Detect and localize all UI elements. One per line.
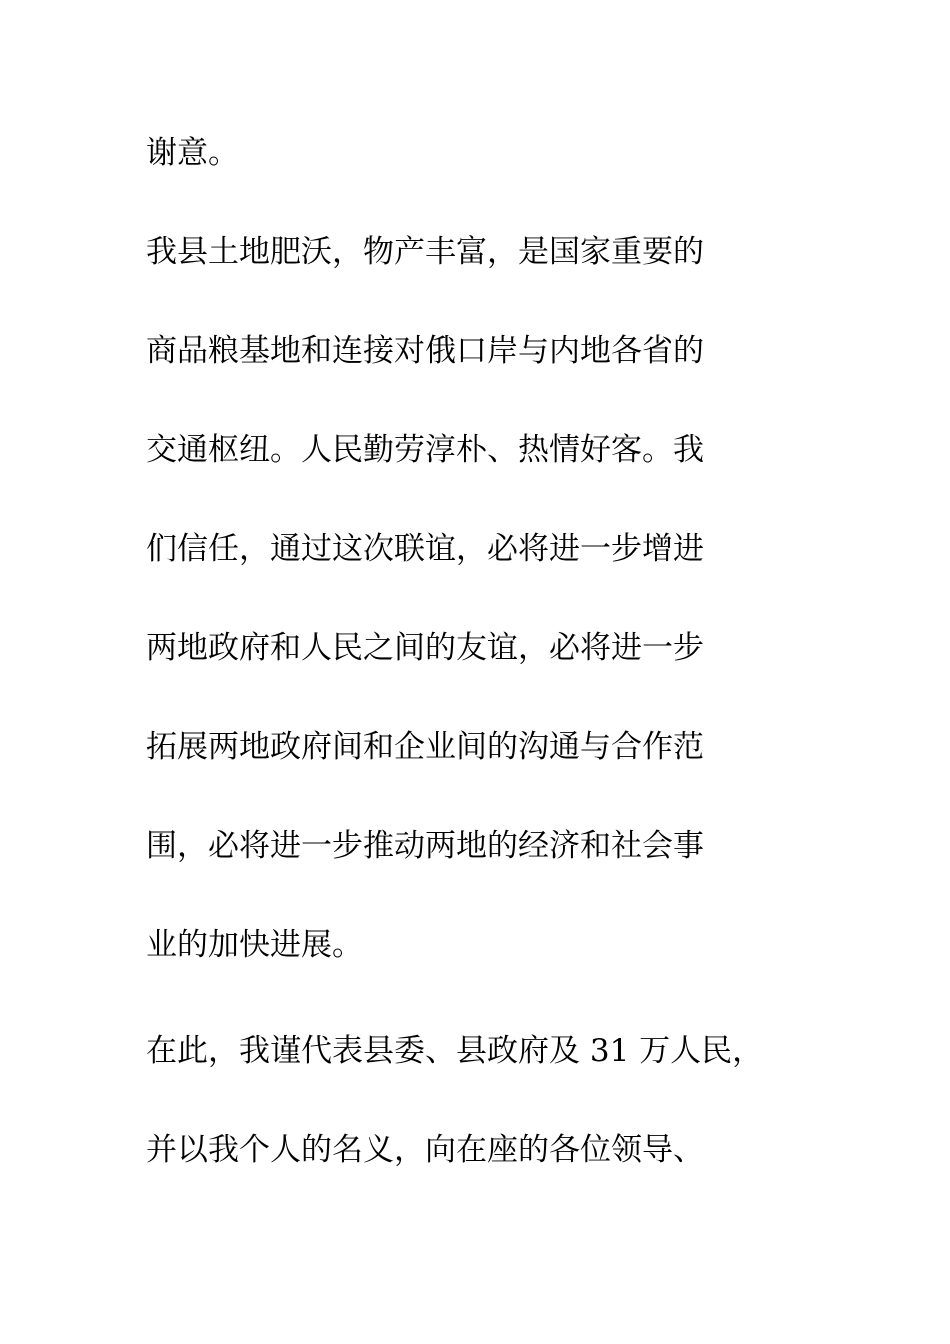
text-line: 谢意。 <box>146 135 239 171</box>
text-line: 在此，我谨代表县委、县政府及 31 万人民， <box>146 1033 764 1069</box>
text-line: 们信任，通过这次联谊，必将进一步增进 <box>146 531 704 567</box>
text-line: 业的加快进展。 <box>146 927 363 963</box>
text-line: 交通枢纽。人民勤劳淳朴、热情好客。我 <box>146 432 704 468</box>
text-line: 拓展两地政府间和企业间的沟通与合作范 <box>146 729 704 765</box>
text-line: 并以我个人的名义，向在座的各位领导、 <box>146 1132 704 1168</box>
text-line: 两地政府和人民之间的友谊，必将进一步 <box>146 630 704 666</box>
text-line: 围，必将进一步推动两地的经济和社会事 <box>146 828 704 864</box>
text-line: 我县土地肥沃，物产丰富，是国家重要的 <box>146 234 704 270</box>
text-line: 商品粮基地和连接对俄口岸与内地各省的 <box>146 333 704 369</box>
